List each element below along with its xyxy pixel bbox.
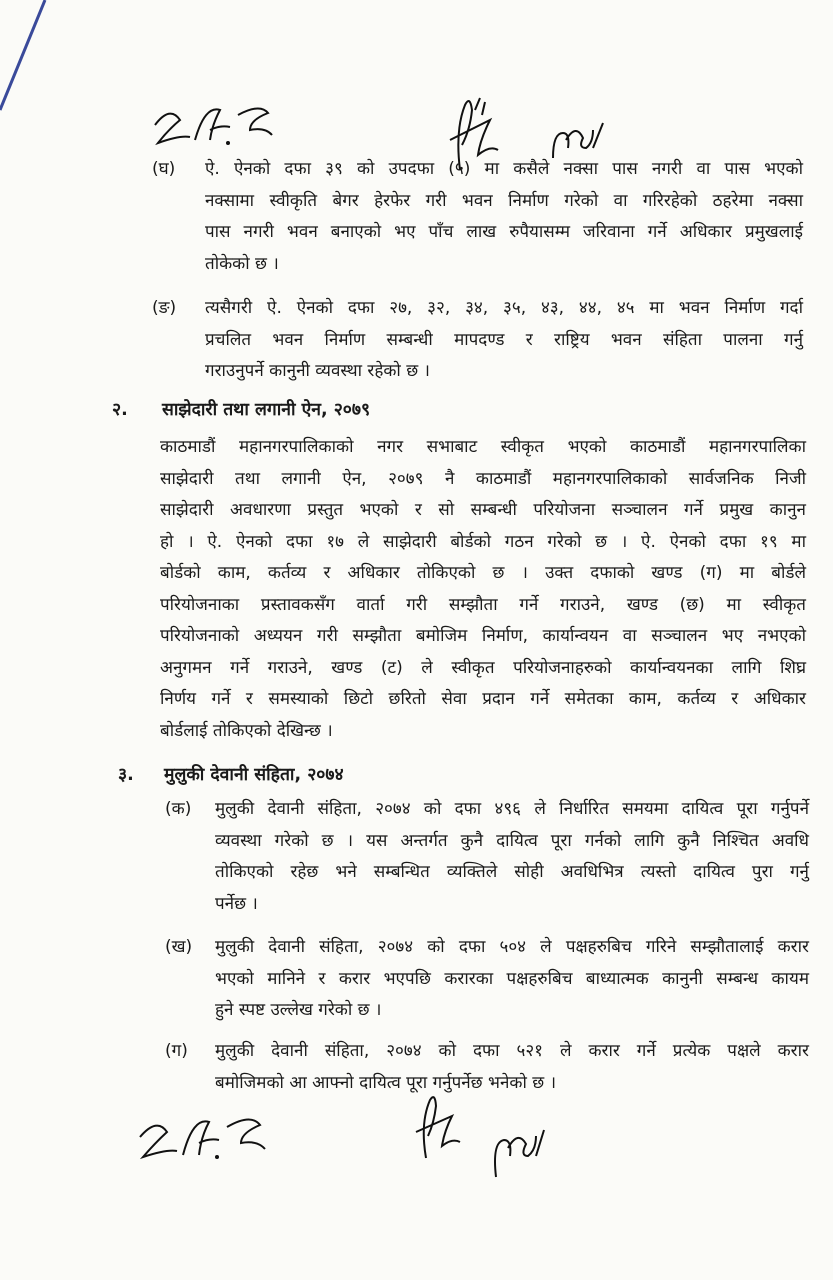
text-line: परियोजनाका प्रस्तावकसँग वार्ता गरी सम्झौता गर्ने गराउने, खण्ड (छ) मा स्वीकृत xyxy=(160,594,806,615)
item-marker-ga: (ग) xyxy=(165,1041,188,1061)
section-3-heading: मुलुकी देवानी संहिता, २०७४ xyxy=(164,765,344,785)
item-kha-paragraph xyxy=(215,932,809,1027)
text-line: काठमाडौं महानगरपालिकाको नगर सभाबाट स्वीकृत भएको काठमाडौं महानगरपालिका xyxy=(160,437,806,457)
text-line: हो । ऐ. ऐनको दफा १७ ले साझेदारी बोर्डको गठन गरेको छ । ऐ. ऐनको दफा १९ मा xyxy=(160,531,806,552)
signature-bottom-center xyxy=(408,1088,468,1167)
text-line: गराउनुपर्ने कानुनी व्यवस्था रहेको छ । xyxy=(205,361,430,381)
item-gha-paragraph xyxy=(205,154,803,280)
section-3-number: ३. xyxy=(118,765,134,785)
page-corner-edge xyxy=(0,0,60,130)
text-line: हुने स्पष्ट उल्लेख गरेको छ । xyxy=(215,1000,382,1020)
text-line: साझेदारी तथा लगानी ऐन, २०७९ नै काठमाडौं महानगरपालिकाको सार्वजनिक निजी xyxy=(160,468,806,489)
text-line: नक्सामा स्वीकृति बेगर हेरफेर गरी भवन निर्माण गरेको वा गरिरहेको ठहरेमा नक्सा xyxy=(205,190,803,211)
section-2-number: २. xyxy=(112,400,128,420)
text-line: मुलुकी देवानी संहिता, २०७४ को दफा ५०४ ले पक्षहरुबिच गरिने सम्झौतालाई करार xyxy=(215,937,809,957)
text-line: बमोजिमको आ आफ्नो दायित्व पूरा गर्नुपर्नेछ भनेको छ । xyxy=(215,1072,557,1093)
text-line: बोर्डलाई तोकिएको देखिन्छ । xyxy=(160,720,333,741)
text-line: बोर्डको काम, कर्तव्य र अधिकार तोकिएको छ । उक्त दफाको खण्ड (ग) मा बोर्डले xyxy=(160,563,806,583)
text-line: मुलुकी देवानी संहिता, २०७४ को दफा ४९६ ले निर्धारित समयमा दायित्व पूरा गर्नुपर्ने xyxy=(215,799,809,819)
initials-signature-top-left xyxy=(150,95,280,159)
text-line: निर्णय गर्ने र समस्याको छिटो छरितो सेवा प्रदान गर्ने समेतका काम, कर्तव्य र अधिकार xyxy=(160,689,806,709)
text-line: अनुगमन गर्ने गराउने, खण्ड (ट) ले स्वीकृत परियोजनाहरुको कार्यान्वयनका लागि शिघ्र xyxy=(160,657,806,678)
text-line: साझेदारी अवधारणा प्रस्तुत भएको र सो सम्बन्धी परियोजना सञ्चालन गर्ने प्रमुख कानुन xyxy=(160,500,806,520)
item-marker-kha: (ख) xyxy=(165,937,193,957)
text-line: त्यसैगरी ऐ. ऐनको दफा २७, ३२, ३४, ३५, ४३, ४४, ४५ मा भवन निर्माण गर्दा xyxy=(205,298,803,318)
text-line: परियोजनाको अध्ययन गरी सम्झौता बमोजिम निर्माण, कार्यान्वयन वा सञ्चालन भए नभएको xyxy=(160,626,806,646)
initials-signature-bottom-left xyxy=(135,1105,275,1174)
section-2-paragraph xyxy=(160,432,806,747)
item-nga-paragraph xyxy=(205,293,803,388)
text-line: तोकिएको रहेछ भने सम्बन्धित व्यक्तिले सोही अवधिभित्र त्यस्तो दायित्व पुरा गर्नु xyxy=(215,862,809,882)
text-line: मुलुकी देवानी संहिता, २०७४ को दफा ५२१ ले करार गर्ने प्रत्येक पक्षले करार xyxy=(215,1041,809,1061)
item-ga-paragraph xyxy=(215,1036,809,1099)
text-line: प्रचलित भवन निर्माण सम्बन्धी मापदण्ड र राष्ट्रिय भवन संहिता पालना गर्नु xyxy=(205,329,803,350)
item-marker-gha: (घ) xyxy=(152,159,176,179)
item-ka-paragraph xyxy=(215,794,809,920)
text-line: पास नगरी भवन बनाएको भए पाँच लाख रुपैयासम्म जरिवाना गर्ने अधिकार प्रमुखलाई xyxy=(205,222,803,242)
item-marker-ka: (क) xyxy=(165,799,192,819)
text-line: ऐ. ऐनको दफा ३९ को उपदफा (५) मा कसैले नक्सा पास नगरी वा पास भएको xyxy=(205,159,803,179)
item-marker-nga: (ङ) xyxy=(152,298,177,318)
text-line: भएको मानिने र करार भएपछि करारका पक्षहरुबिच बाध्यात्मक कानुनी सम्बन्ध कायम xyxy=(215,968,809,989)
signature-bottom-right xyxy=(488,1122,548,1186)
text-line: तोकेको छ । xyxy=(205,253,279,274)
text-line: पर्नेछ । xyxy=(215,893,258,914)
text-line: व्यवस्था गरेको छ । यस अन्तर्गत कुनै दायित्व पूरा गर्नको लागि कुनै निश्चित अवधि xyxy=(215,830,809,851)
section-2-heading: साझेदारी तथा लगानी ऐन, २०७९ xyxy=(162,400,371,420)
